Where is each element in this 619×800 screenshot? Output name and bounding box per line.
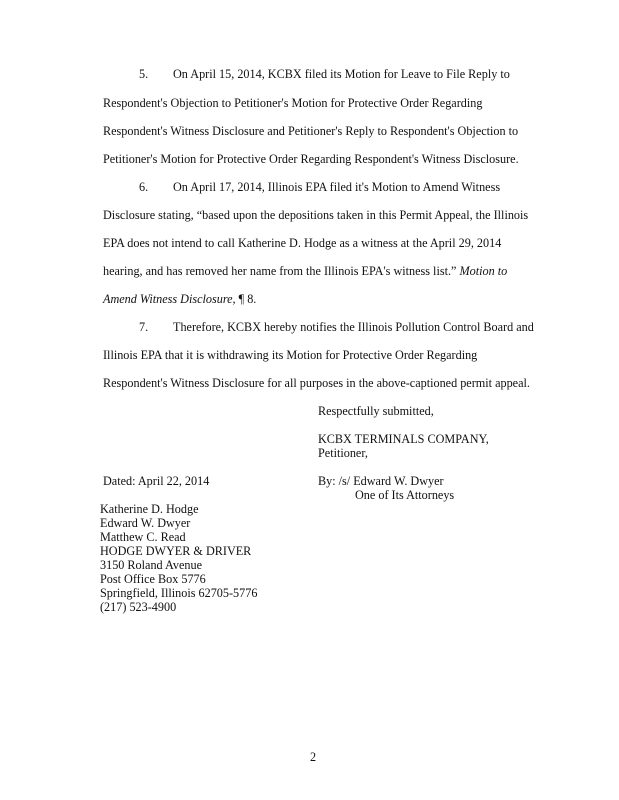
paragraph-6-text-1: On April 17, 2014, Illinois EPA filed it's Motion to Amend Witness xyxy=(173,180,501,194)
address-line-2: Edward W. Dwyer xyxy=(100,516,191,530)
paragraph-5-number: 5. xyxy=(139,67,149,81)
page-number: 2 xyxy=(310,750,317,764)
paragraph-6-number: 6. xyxy=(139,180,149,194)
paragraph-7-number: 7. xyxy=(139,320,149,334)
paragraph-5-line-2: Respondent's Objection to Petitioner's Motion for Protective Order Regarding xyxy=(103,96,483,110)
paragraph-7-line-2: Illinois EPA that it is withdrawing its Motion for Protective Order Regarding xyxy=(103,348,478,362)
paragraph-6-citation-part-2: Amend Witness Disclosure xyxy=(103,292,233,306)
paragraph-6-text-4: hearing, and has removed her name from the Illinois EPA's witness list.” xyxy=(103,264,457,278)
paragraph-7-line-3: Respondent's Witness Disclosure for all purposes in the above-captioned permit appeal. xyxy=(103,376,530,390)
address-line-6: Post Office Box 5776 xyxy=(100,572,206,586)
address-line-5: 3150 Roland Avenue xyxy=(100,558,202,572)
paragraph-5-line-4: Petitioner's Motion for Protective Order Regarding Respondent's Witness Disclosure. xyxy=(103,152,519,166)
address-line-4: HODGE DWYER & DRIVER xyxy=(100,544,252,558)
signature-attorneys: One of Its Attorneys xyxy=(355,488,455,502)
paragraph-7-line-1 xyxy=(139,321,534,333)
paragraph-6-line-2: Disclosure stating, “based upon the depositions taken in this Permit Appeal, the Illinois xyxy=(103,208,529,222)
company-name: KCBX TERMINALS COMPANY, xyxy=(318,432,489,446)
paragraph-5-line-3: Respondent's Witness Disclosure and Petitioner's Reply to Respondent's Objection to xyxy=(103,124,519,138)
paragraph-6-line-1 xyxy=(139,181,500,193)
paragraph-6-line-3: EPA does not intend to call Katherine D. Hodge as a witness at the April 29, 2014 xyxy=(103,236,502,250)
paragraph-7-text-1: Therefore, KCBX hereby notifies the Illinois Pollution Control Board and xyxy=(173,320,534,334)
paragraph-5-line-1 xyxy=(139,68,510,80)
address-line-8: (217) 523-4900 xyxy=(100,600,177,614)
paragraph-6-line-5 xyxy=(103,293,256,305)
signature-by: By: /s/ Edward W. Dwyer xyxy=(318,474,444,488)
paragraph-6-citation-part-1: Motion to xyxy=(459,264,508,278)
paragraph-6-text-5: , ¶ 8. xyxy=(232,292,257,306)
address-line-3: Matthew C. Read xyxy=(100,530,186,544)
closing: Respectfully submitted, xyxy=(318,404,434,418)
address-line-1: Katherine D. Hodge xyxy=(100,502,199,516)
address-line-7: Springfield, Illinois 62705-5776 xyxy=(100,586,258,600)
paragraph-5-text-1: On April 15, 2014, KCBX filed its Motion for Leave to File Reply to xyxy=(173,67,510,81)
company-role: Petitioner, xyxy=(318,446,368,460)
dated-line: Dated: April 22, 2014 xyxy=(103,474,210,488)
paragraph-6-line-4 xyxy=(103,265,507,277)
